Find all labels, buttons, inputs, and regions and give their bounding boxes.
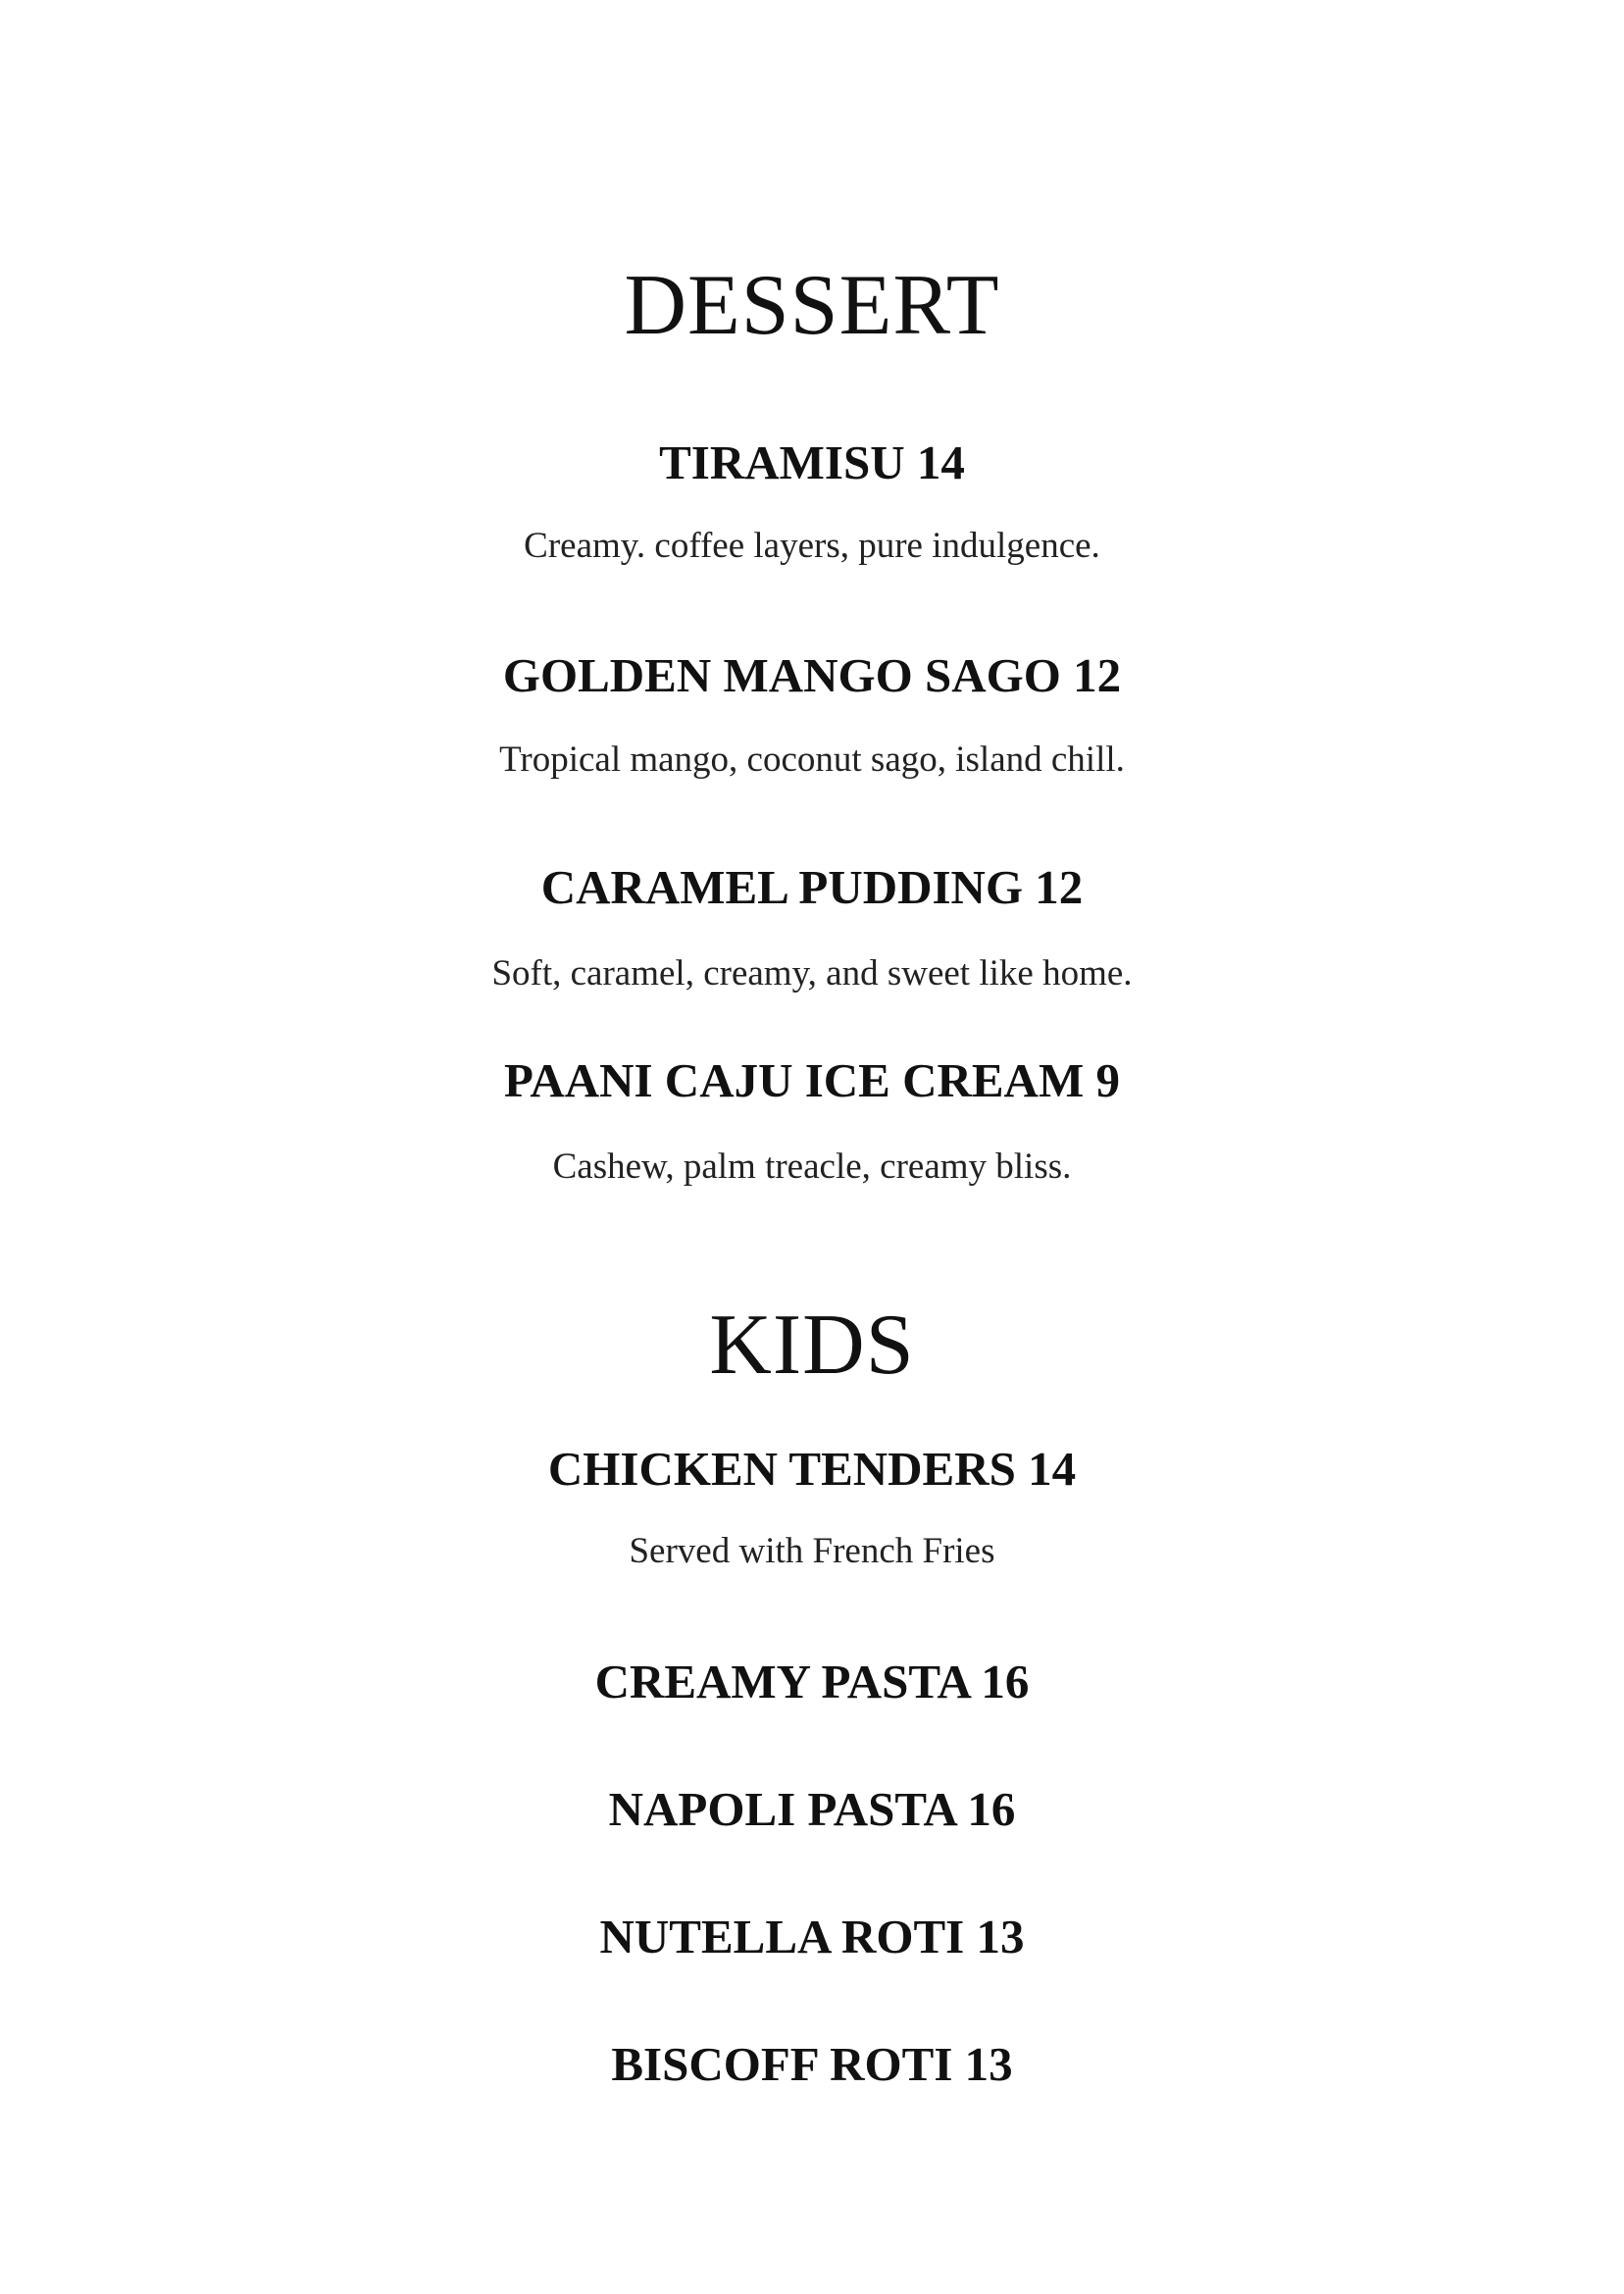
- kids-item-name: NAPOLI PASTA 16: [608, 1782, 1016, 1836]
- kids-item-description: Served with French Fries: [629, 1531, 995, 1571]
- kids-item-name: NUTELLA ROTI 13: [599, 1910, 1025, 1963]
- kids-item-name: BISCOFF ROTI 13: [611, 2037, 1013, 2091]
- dessert-item-name: CARAMEL PUDDING 12: [540, 860, 1084, 914]
- dessert-item-name: PAANI CAJU ICE CREAM 9: [504, 1053, 1120, 1107]
- dessert-item-name: GOLDEN MANGO SAGO 12: [502, 648, 1122, 702]
- dessert-item-description: Tropical mango, coconut sago, island chill.: [499, 739, 1125, 780]
- dessert-item-description: Cashew, palm treacle, creamy bliss.: [552, 1147, 1072, 1187]
- dessert-item-name: TIRAMISU 14: [659, 435, 965, 489]
- dessert-section-title: DESSERT: [624, 258, 1000, 353]
- dessert-item-description: Soft, caramel, creamy, and sweet like home.: [491, 953, 1133, 994]
- kids-section-title: KIDS: [709, 1298, 915, 1393]
- dessert-item-description: Creamy. coffee layers, pure indulgence.: [524, 526, 1100, 566]
- kids-item-name: CHICKEN TENDERS 14: [547, 1442, 1077, 1496]
- kids-item-name: CREAMY PASTA 16: [594, 1655, 1030, 1708]
